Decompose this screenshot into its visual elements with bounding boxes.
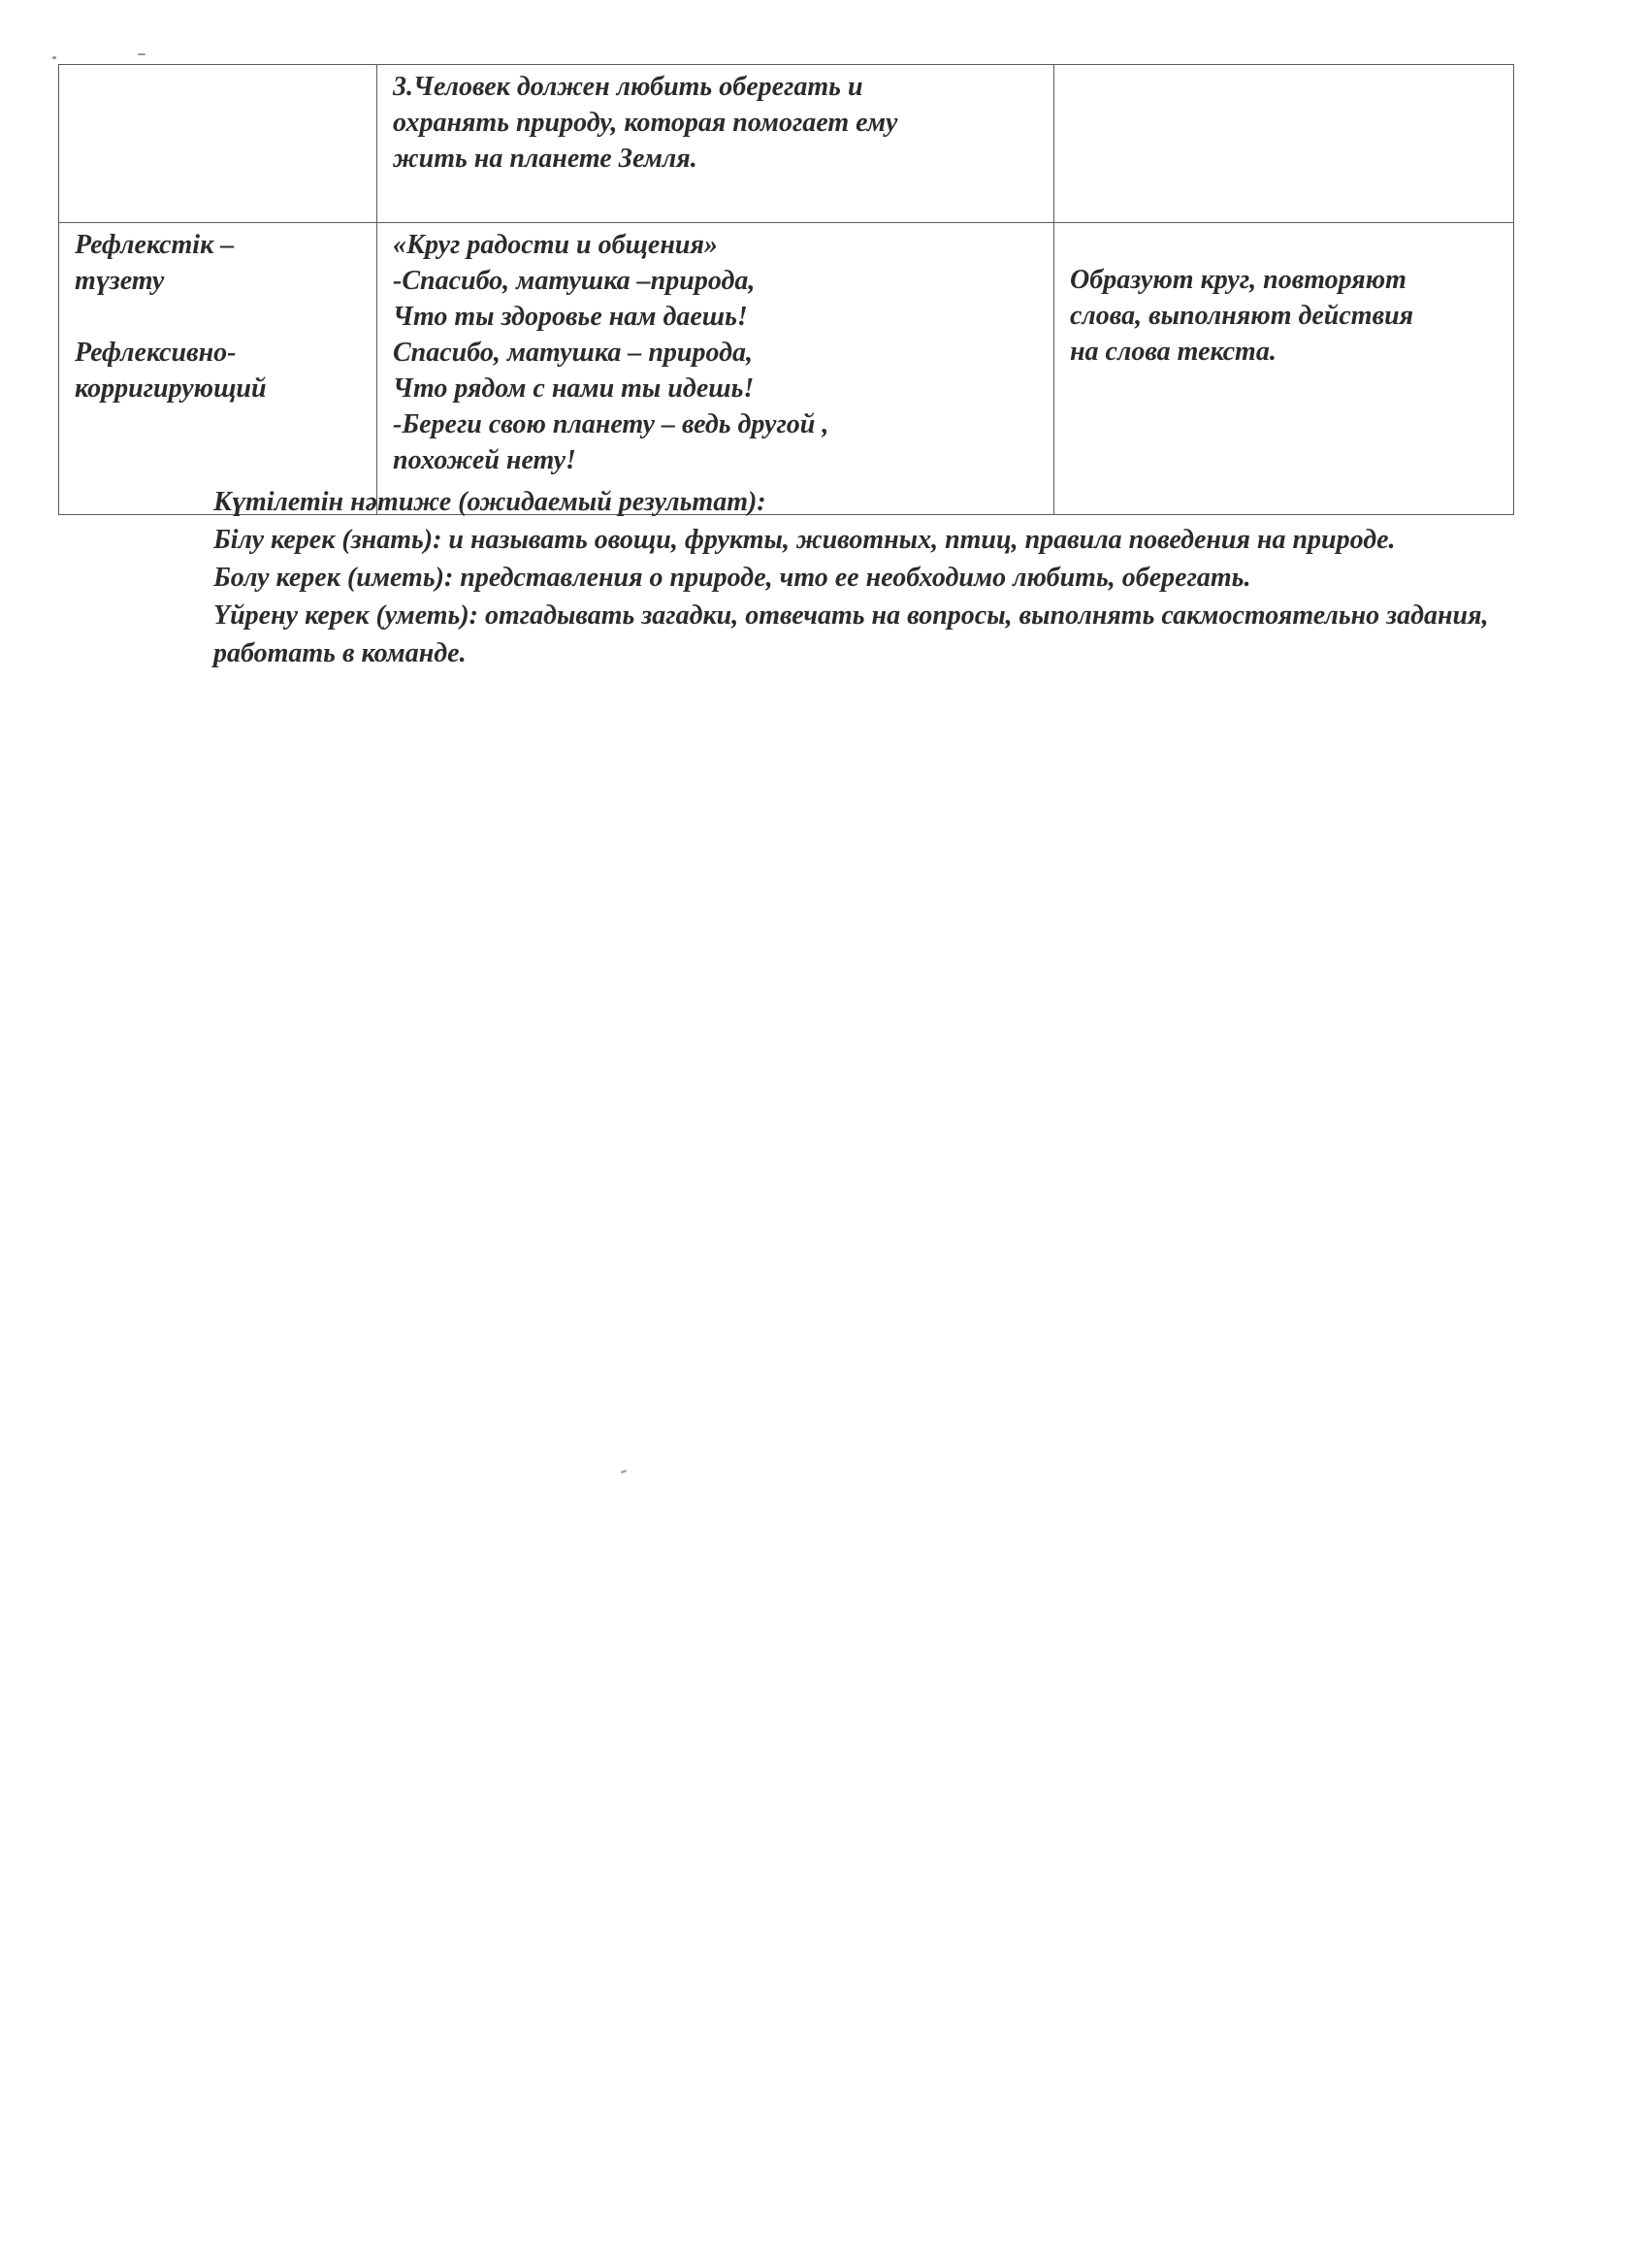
content-line: «Круг радости и общения» — [393, 230, 718, 260]
stage-ru-line: Рефлексивно- — [75, 338, 237, 368]
stage-cell — [59, 65, 377, 223]
actions-cell — [1054, 65, 1514, 223]
result-skills: Үйрену керек (уметь): отгадывать загадки, отвечать на вопросы, выполнять сакмостоятельно задания, работать в команде. — [213, 600, 1489, 668]
lesson-table — [58, 64, 1514, 515]
content-line: 3.Человек должен любить оберегать и — [393, 72, 863, 102]
actions-cell — [1054, 223, 1514, 515]
content-line: Что ты здоровье нам даешь! — [393, 302, 748, 332]
stage-cell — [59, 223, 377, 515]
content-line: Что рядом с нами ты идешь! — [393, 373, 755, 404]
actions-line: на слова текста. — [1070, 337, 1277, 367]
content-line: Спасибо, матушка – природа, — [393, 338, 754, 368]
content-line: охранять природу, которая помогает ему — [393, 108, 898, 138]
actions-line: слова, выполняют действия — [1070, 301, 1414, 331]
content-line: -Береги свою планету – ведь другой , — [393, 409, 829, 439]
spacer — [75, 299, 363, 335]
scan-speck — [138, 53, 146, 55]
result-know: Білу керек (знать): и называть овощи, фрукты, животных, птиц, правила поведения на природе. — [213, 525, 1396, 555]
content-cell — [377, 65, 1054, 223]
content-line: похожей нету! — [393, 445, 576, 475]
content-line: -Спасибо, матушка –природа, — [393, 266, 756, 296]
table-row — [59, 223, 1514, 515]
stage-kz-line: түзету — [75, 266, 165, 296]
expected-result — [213, 483, 1494, 672]
actions-line: Образуют круг, повторяют — [1070, 265, 1406, 295]
content-line: жить на планете Земля. — [393, 144, 697, 174]
table-row — [59, 65, 1514, 223]
scan-speck — [621, 1470, 627, 1474]
stage-kz-line: Рефлекстік – — [75, 230, 235, 260]
stage-ru-line: корригирующий — [75, 373, 267, 404]
scan-speck — [52, 56, 56, 59]
content-cell — [377, 223, 1054, 515]
result-heading: Күтілетін нәтиже (ожидаемый результат): — [213, 487, 766, 517]
result-have: Болу керек (иметь): представления о природе, что ее необходимо любить, оберегать. — [213, 563, 1251, 593]
